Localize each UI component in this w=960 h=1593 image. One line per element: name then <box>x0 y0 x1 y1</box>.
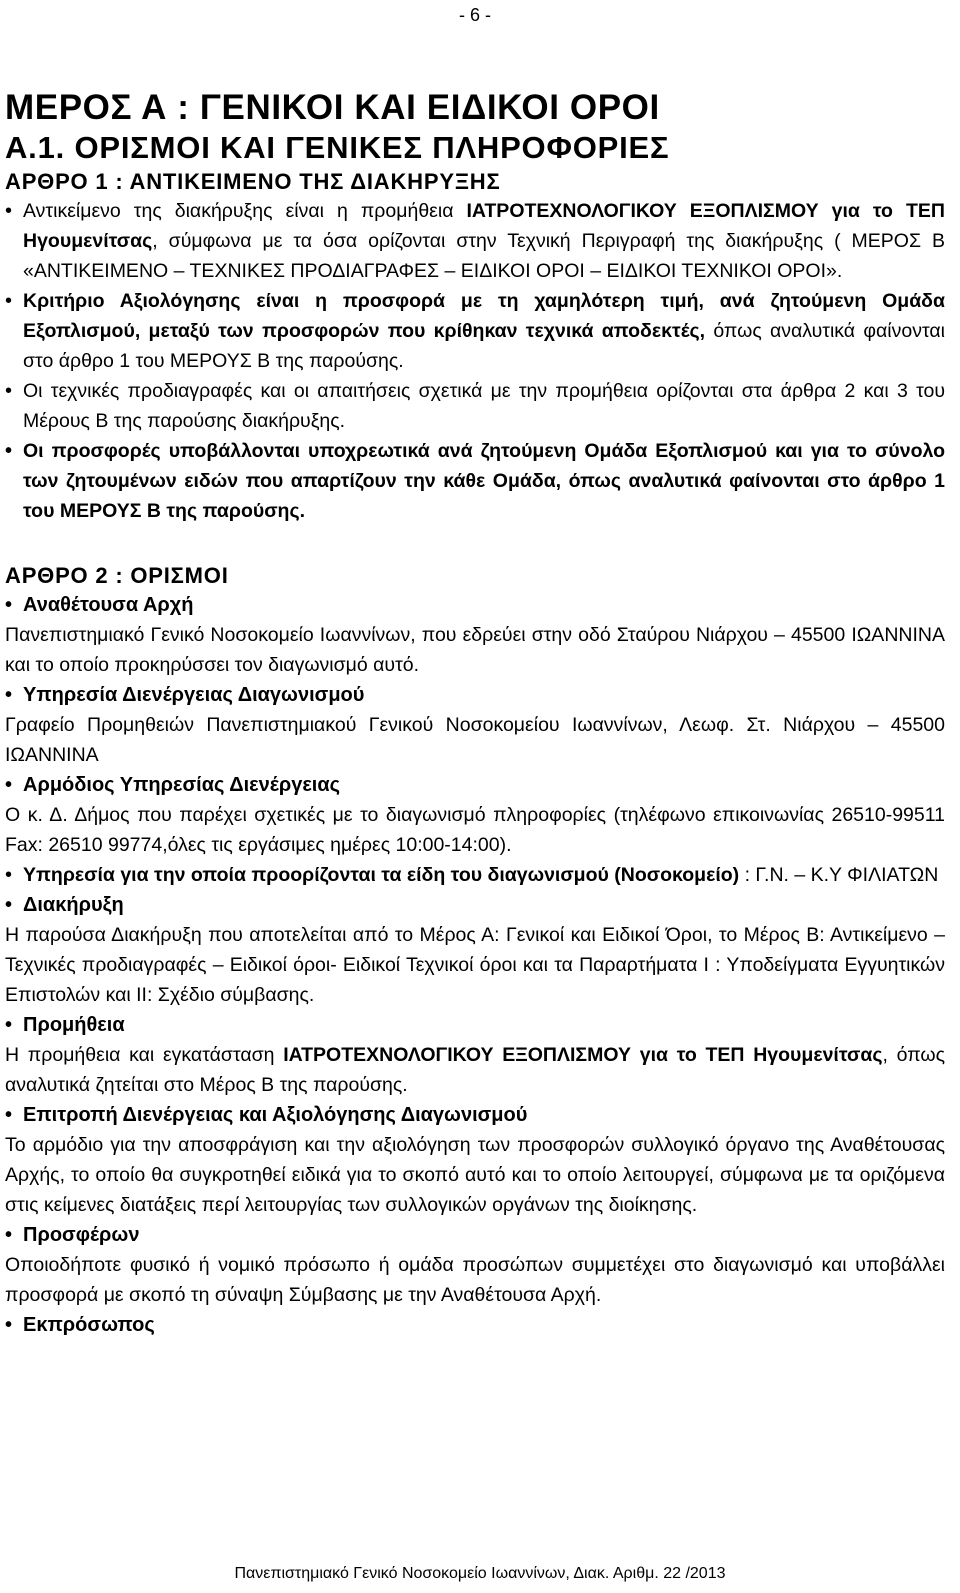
definition-term: • Επιτροπή Διενέργειας και Αξιολόγησης Διαγωνισμού <box>5 1100 945 1130</box>
definition-text: Η παρούσα Διακήρυξη που αποτελείται από το Μέρος Α: Γενικοί και Ειδικοί Όροι, το Μέρος Β: Αντικείμενο – Τεχνικές προδιαγραφές – Ειδικοί όροι- Ειδικοί Τεχνικοί όροι και τα Παραρτήματα Ι : Υποδείγματα Εγγυητικών Επιστολών και ΙΙ: Σχέδιο σύμβασης. <box>5 924 945 1006</box>
page-number: - 6 - <box>458 5 491 25</box>
definition-term: • Εκπρόσωπος <box>5 1310 945 1340</box>
definition-text: Το αρμόδιο για την αποσφράγιση και την αξιολόγηση των προσφορών συλλογικό όργανο της Αναθέτουσας Αρχής, το οποίο θα συγκροτηθεί ειδικά για το σκοπό αυτό και το οποίο λειτουργεί, σύμφωνα με τα οριζόμενα στις κείμενες διατάξεις περί λειτουργίας των συλλογικών οργάνων της διοίκησης. <box>5 1134 945 1216</box>
definition-term: • Προσφέρων <box>5 1220 945 1250</box>
article-1-bullet-1: • Αντικείμενο της διακήρυξης είναι η προμήθεια ΙΑΤΡΟΤΕΧΝΟΛΟΓΙΚΟΥ ΕΞΟΠΛΙΣΜΟΥ για το ΤΕΠ Ηγουμενίτσας, σύμφωνα με τα όσα ορίζονται στην Τεχνική Περιγραφή της διακήρυξης ( ΜΕΡΟΣ Β «ΑΝΤΙΚΕΙΜΕΝΟ – ΤΕΧΝΙΚΕΣ ΠΡΟΔΙΑΓΡΑΦΕΣ – ΕΙΔΙΚΟΙ ΟΡΟΙ – ΕΙΔΙΚΟΙ ΤΕΧΝΙΚΟΙ ΟΡΟΙ». <box>5 196 945 286</box>
definition-term: • Αρμόδιος Υπηρεσίας Διενέργειας <box>5 770 945 800</box>
definition-term: • Προμήθεια <box>5 1010 945 1040</box>
definition-text: Οποιοδήποτε φυσικό ή νομικό πρόσωπο ή ομάδα προσώπων συμμετέχει στο διαγωνισμό και υποβάλλει προσφορά με σκοπό τη σύναψη Σύμβασης με την Αναθέτουσα Αρχή. <box>5 1254 945 1306</box>
definition-text: Γραφείο Προμηθειών Πανεπιστημιακού Γενικού Νοσοκομείου Ιωαννίνων, Λεωφ. Στ. Νιάρχου – 45500 ΙΩΑΝΝΙΝΑ <box>5 714 945 766</box>
definition-text: Ο κ. Δ. Δήμος που παρέχει σχετικές με το διαγωνισμό πληροφορίες (τηλέφωνο επικοινωνίας 26510-99511 Fax: 26510 99774,όλες τις εργάσιμες ημέρες 10:00-14:00). <box>5 804 945 856</box>
page-footer: Πανεπιστημιακό Γενικό Νοσοκομείο Ιωαννίνων, Διακ. Αριθμ. 22 /2013 <box>234 1565 726 1582</box>
article-1-bullet-3: • Οι τεχνικές προδιαγραφές και οι απαιτήσεις σχετικά με την προμήθεια ορίζονται στα άρθρα 2 και 3 του Μέρους Β της παρούσης διακήρυξης. <box>5 376 945 436</box>
article-1-bullet-4: • Οι προσφορές υποβάλλονται υποχρεωτικά ανά ζητούμενη Ομάδα Εξοπλισμού και για το σύνολο των ζητουμένων ειδών που απαρτίζουν την κάθε Ομάδα, όπως αναλυτικά φαίνονται στο άρθρο 1 του ΜΕΡΟΥΣ Β της παρούσης. <box>5 436 945 526</box>
definition-term: • Διακήρυξη <box>5 890 945 920</box>
definition-term: • Αναθέτουσα Αρχή <box>5 590 945 620</box>
article-1-bullet-2: • Κριτήριο Αξιολόγησης είναι η προσφορά με τη χαμηλότερη τιμή, ανά ζητούμενη Ομάδα Εξοπλισμού, μεταξύ των προσφορών που κρίθηκαν τεχνικά αποδεκτές, όπως αναλυτικά φαίνονται στο άρθρο 1 του ΜΕΡΟΥΣ Β της παρούσης. <box>5 286 945 376</box>
definition-text: Η προμήθεια και εγκατάσταση ΙΑΤΡΟΤΕΧΝΟΛΟΓΙΚΟΥ ΕΞΟΠΛΙΣΜΟΥ για το ΤΕΠ Ηγουμενίτσας, όπως αναλυτικά ζητείται στο Μέρος Β της παρούσης. <box>5 1044 945 1096</box>
definition-item: • Υπηρεσία για την οποία προορίζονται τα είδη του διαγωνισμού (Νοσοκομείο) : Γ.Ν. – Κ.Υ ΦΙΛΙΑΤΩΝ <box>5 860 945 890</box>
article-1-title: ΑΡΘΡΟ 1 : ΑΝΤΙΚΕΙΜΕΝΟ ΤΗΣ ΔΙΑΚΗΡΥΞΗΣ <box>5 169 501 194</box>
section-title: Α.1. ΟΡΙΣΜΟΙ ΚΑΙ ΓΕΝΙΚΕΣ ΠΛΗΡΟΦΟΡΙΕΣ <box>5 130 670 165</box>
article-2-title: ΑΡΘΡΟ 2 : ΟΡΙΣΜΟΙ <box>5 563 229 588</box>
part-title: ΜΕΡΟΣ Α : ΓΕΝΙΚΟΙ ΚΑΙ ΕΙΔΙΚΟΙ ΟΡΟΙ <box>5 88 660 127</box>
definition-text: Πανεπιστημιακό Γενικό Νοσοκομείο Ιωαννίνων, που εδρεύει στην οδό Σταύρου Νιάρχου – 45500 ΙΩΑΝΝΙΝΑ και το οποίο προκηρύσσει τον διαγωνισμό αυτό. <box>5 624 945 676</box>
document-page <box>5 0 945 1340</box>
definition-term: • Υπηρεσία Διενέργειας Διαγωνισμού <box>5 680 945 710</box>
